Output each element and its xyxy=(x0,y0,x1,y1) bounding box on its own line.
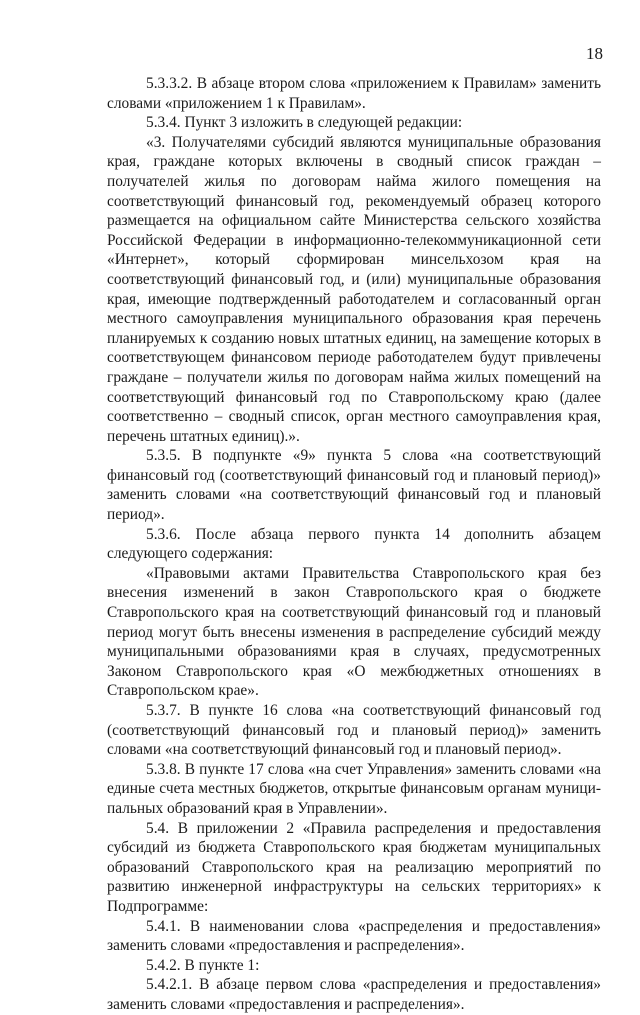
paragraph-5-3-8: 5.3.8. В пункте 17 слова «на счет Управления» заменить словами «на единые счета местных бюджетов, открытые финансовым органам муниципальных образований края в Управлении». xyxy=(107,760,601,817)
paragraph-5-3-5: 5.3.5. В подпункте «9» пункта 5 слова «на соответствующий финансовый год (соответствующий финансовый год и плановый период)» заменить словами «на соответствующий финансовый год и плановый период». xyxy=(107,447,601,524)
paragraph-quote-3: «3. Получателями субсидий являются муниципальные образования края, граждане которых включены в сводный список граждан – получателей жилья по договорам найма жилого помещения на соответствующий финансовый год, рекомендуемый образец которого размещается на официальном сайте Министерства сельского хозяйства Российской Федерации в информационно-телекоммуникационной сети «Интернет», который сформирован минсельхозом края на соответствующий финансовый год, и (или) муниципальные образования края, имеющие подтвержденный работодателем и согласованный орган местного самоуправления муниципального образования края перечень планируемых к созданию новых штатных единиц, на замещение которых в соответствующем финансовом периоде работодателем будут привлечены граждане – получатели жилья по договорам найма жилых помещений на соответствующий финансовый год по Ставропольскому краю (далее соответственно – сводный список, орган местного самоуправления края, перечень штатных единиц).». xyxy=(107,133,601,445)
paragraph-5-3-7: 5.3.7. В пункте 16 слова «на соответствующий финансовый год (соответствующий финансовый год и плановый период)» заменить словами «на соответствующий финансовый год и плановый период». xyxy=(107,702,601,759)
paragraph-5-3-4: 5.3.4. Пункт 3 изложить в следующей редакции: xyxy=(146,114,463,132)
paragraph-5-4-2: 5.4.2. В пункте 1: xyxy=(146,956,260,974)
paragraph-5-4-2-1: 5.4.2.1. В абзаце первом слова «распределения и предоставления» заменить словами «предоставления и распределения». xyxy=(107,976,601,1013)
document-body xyxy=(107,74,601,1015)
page-number: 18 xyxy=(586,44,603,63)
paragraph-5-4: 5.4. В приложении 2 «Правила распределения и предоставления субсидий из бюджета Ставропольского края бюджетам муниципальных образований Ставропольского края на реализацию мероприятий по развитию инженерной инфраструктуры на сельских территориях» к Подпрограмме: xyxy=(107,819,601,915)
paragraph-5-3-6: 5.3.6. После абзаца первого пункта 14 дополнить абзацем следующего содержания: xyxy=(107,525,601,563)
paragraph-quote-legal-acts: «Правовыми актами Правительства Ставропольского края без внесения изменений в закон Ставропольского края о бюджете Ставропольского края на соответствующий финансовый год и плановый период могут быть внесены изменения в распределение субсидий между муниципальными образованиями края в случаях, предусмотренных Законом Ставропольского края «О межбюджетных отношениях в Ставропольском крае». xyxy=(107,564,601,700)
paragraph-5-4-1: 5.4.1. В наименовании слова «распределения и предоставления» заменить словами «предоставления и распределения». xyxy=(107,917,601,955)
paragraph-5-3-3-2: 5.3.3.2. В абзаце втором слова «приложением к Правилам» заменить словами «приложением 1 к Правилам». xyxy=(107,75,601,112)
